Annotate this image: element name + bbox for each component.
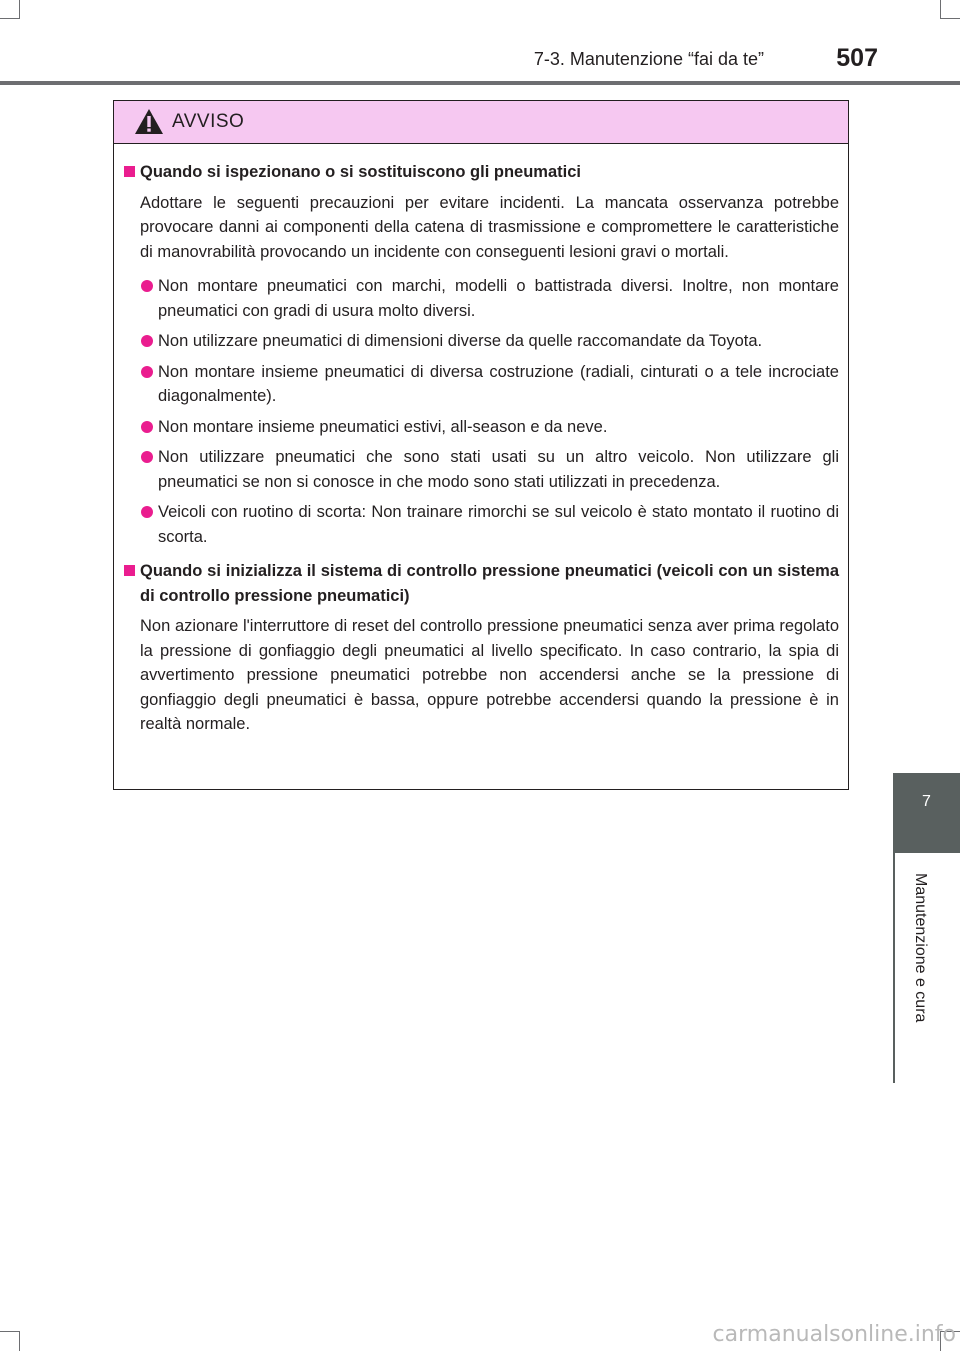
crop-mark bbox=[940, 0, 941, 19]
warning-title: AVVISO bbox=[172, 111, 245, 132]
crop-mark bbox=[0, 18, 20, 19]
round-bullet-icon bbox=[141, 366, 153, 378]
section-heading bbox=[124, 559, 839, 608]
section-heading bbox=[124, 160, 839, 185]
round-bullet-icon bbox=[141, 335, 153, 347]
round-bullet-icon bbox=[141, 451, 153, 463]
crop-mark bbox=[19, 0, 20, 19]
chapter-tab-label-box bbox=[893, 853, 960, 1083]
round-bullet-icon bbox=[141, 506, 153, 518]
square-bullet-icon bbox=[124, 166, 135, 177]
section-title: 7-3. Manutenzione “fai da te” bbox=[533, 49, 764, 69]
page-number: 507 bbox=[836, 44, 878, 72]
list-item-text: Non utilizzare pneumatici di dimensioni diverse da quelle raccomandate da Toyota. bbox=[158, 332, 763, 350]
list-item bbox=[124, 415, 839, 440]
list-item bbox=[124, 329, 839, 354]
list-item bbox=[124, 274, 839, 323]
warning-box bbox=[113, 100, 849, 790]
watermark: carmanualsonline.info bbox=[712, 1322, 956, 1347]
round-bullet-icon bbox=[141, 280, 153, 292]
list-item-text: Non utilizzare pneumatici che sono stati usati su un altro veicolo. Non utilizzare gli pneumatici se non si conosce in che modo sono stati utilizzati in precedenza. bbox=[158, 448, 839, 491]
square-bullet-icon bbox=[124, 565, 135, 576]
list-item-text: Non montare pneumatici con marchi, modelli o battistrada diversi. Inoltre, non montare pneumatici con gradi di usura molto diversi. bbox=[158, 277, 839, 320]
crop-mark bbox=[19, 1331, 20, 1351]
warning-header bbox=[114, 101, 848, 144]
section-heading-text: Quando si inizializza il sistema di controllo pressione pneumatici (veicoli con un sistema di controllo pressione pneumatici) bbox=[140, 562, 839, 605]
list-item-text: Non montare insieme pneumatici estivi, all-season e da neve. bbox=[158, 417, 608, 436]
list-item bbox=[124, 360, 839, 409]
warning-triangle-icon bbox=[134, 108, 164, 140]
warning-body bbox=[114, 144, 848, 737]
paragraph: Non azionare l'interruttore di reset del controllo pressione pneumatici senza aver prima regolato la pressione di gonfiaggio degli pneumatici al livello specificato. In caso contrario, la spia di avvertimento pressione pneumatici potrebbe non accendersi anche se la pressione di gonfiaggio degli pneumatici è bassa, oppure potrebbe accendersi quando la pressione è in realtà normale. bbox=[140, 617, 839, 733]
crop-mark bbox=[940, 18, 960, 19]
list-item bbox=[124, 445, 839, 494]
crop-mark bbox=[0, 1331, 20, 1332]
section-heading-text: Quando si ispezionano o si sostituiscono gli pneumatici bbox=[140, 163, 581, 181]
header-rule bbox=[0, 81, 960, 85]
list-item bbox=[124, 500, 839, 549]
chapter-label: Manutenzione e cura bbox=[912, 873, 929, 1023]
list-item-text: Non montare insieme pneumatici di diversa costruzione (radiali, cinturati o a tele incrociate diagonalmente). bbox=[158, 362, 839, 405]
list-item-text: Veicoli con ruotino di scorta: Non trainare rimorchi se sul veicolo è stato montato il ruotino di scorta. bbox=[158, 503, 839, 546]
paragraph: Adottare le seguenti precauzioni per evitare incidenti. La mancata osservanza potrebbe provocare danni ai componenti della catena di trasmissione e compromettere le caratteristiche di manovrabilità provocando un incidente con conseguenti lesioni gravi o mortali. bbox=[140, 193, 839, 261]
chapter-tab bbox=[893, 773, 960, 853]
round-bullet-icon bbox=[141, 421, 153, 433]
chapter-number: 7 bbox=[922, 793, 931, 810]
